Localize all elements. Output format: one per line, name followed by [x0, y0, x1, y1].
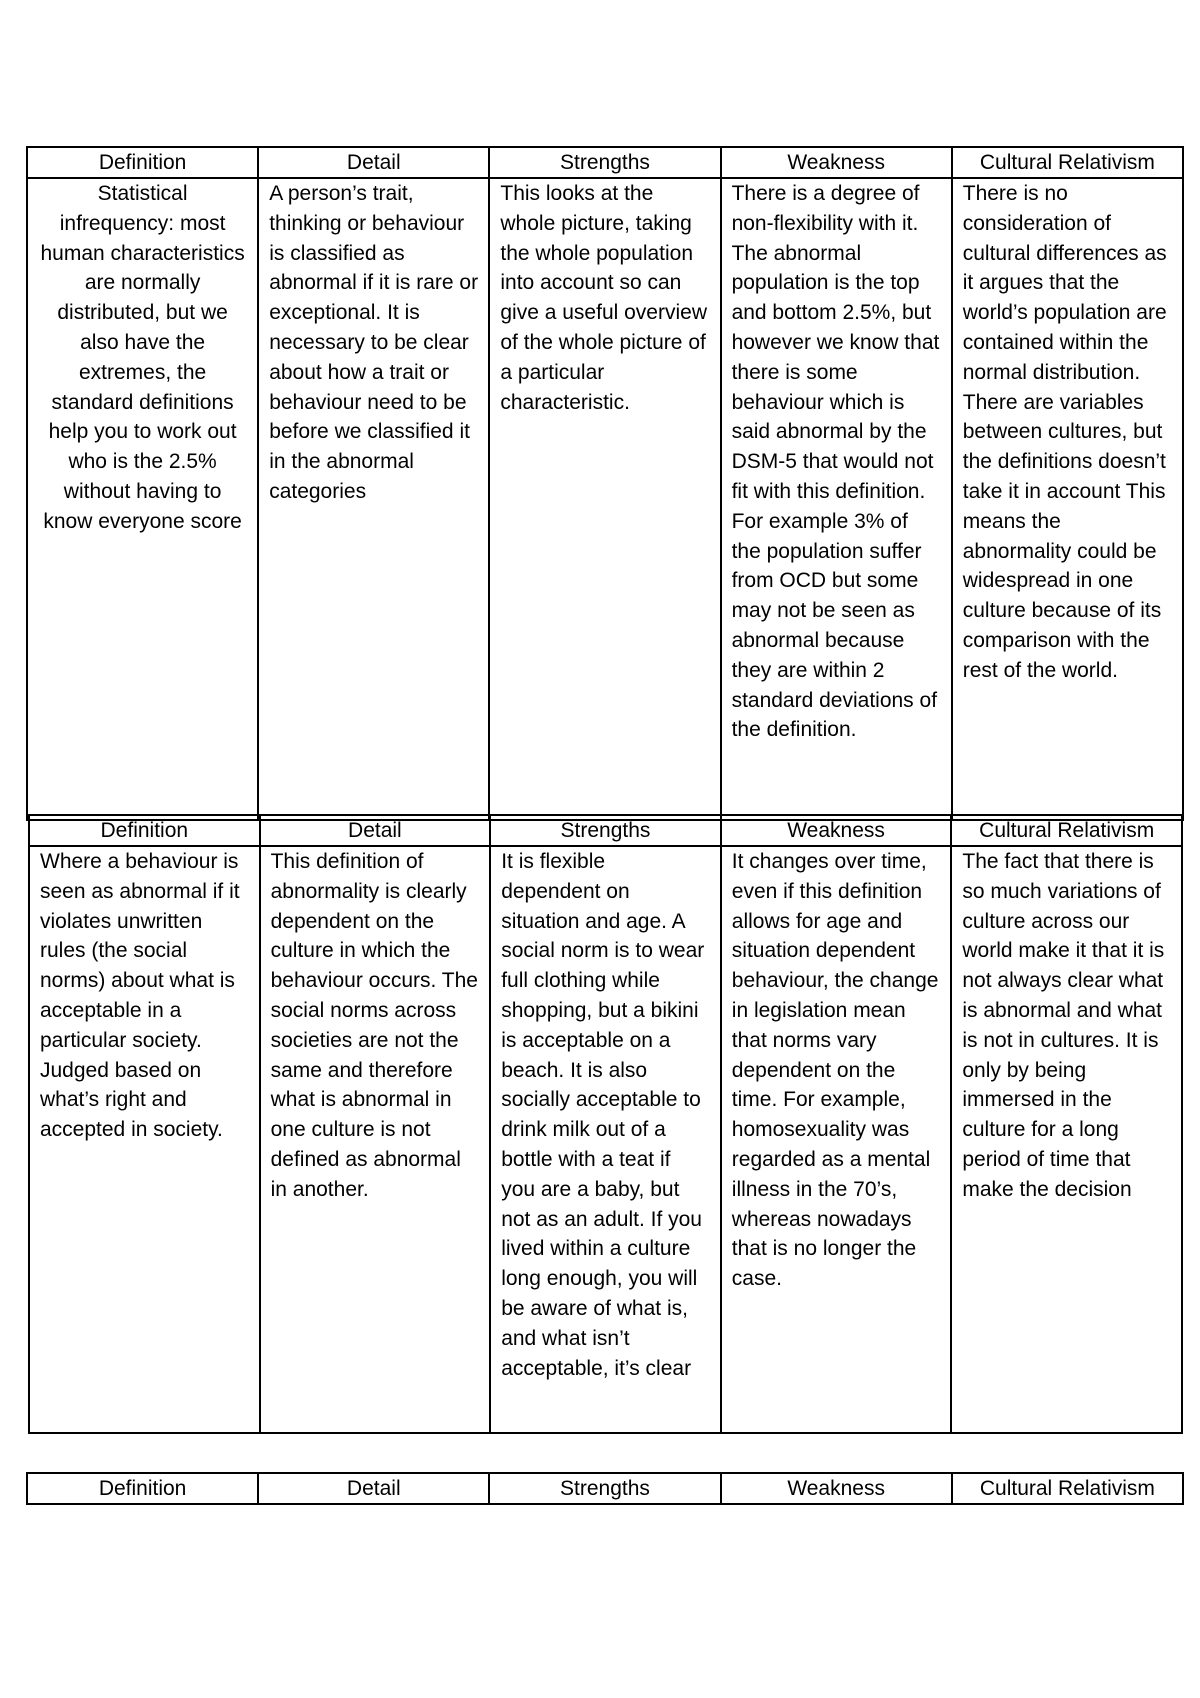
- header-weakness: Weakness: [721, 1473, 952, 1504]
- header-definition: Definition: [27, 1473, 258, 1504]
- table-third-definition: [26, 1472, 1184, 1505]
- cell-strengths: It is flexible dependent on situation and age. A social norm is to wear full clothing while shopping, but a bikini is acceptable on a beach. It is also socially acceptable to drink milk out of a bottle with a teat if you are a baby, but not as an adult. If you lived within a culture long enough, you will be aware of what is, and what isn’t acceptable, it’s clear: [490, 846, 721, 1433]
- header-weakness: Weakness: [721, 815, 952, 846]
- header-cultural-relativism: Cultural Relativism: [951, 815, 1182, 846]
- table-statistical-infrequency: [26, 146, 1184, 821]
- header-weakness: Weakness: [721, 147, 952, 178]
- header-cultural-relativism: Cultural Relativism: [952, 1473, 1183, 1504]
- cell-cultural-relativism: The fact that there is so much variations of culture across our world make it that it is not always clear what is abnormal and what is not in cultures. It is only by being immersed in the culture for a long period of time that make the decision: [951, 846, 1182, 1433]
- header-detail: Detail: [260, 815, 491, 846]
- table-row: [27, 178, 1183, 820]
- header-strengths: Strengths: [489, 147, 720, 178]
- header-strengths: Strengths: [489, 1473, 720, 1504]
- header-cultural-relativism: Cultural Relativism: [952, 147, 1183, 178]
- cell-weakness: There is a degree of non-flexibility with it. The abnormal population is the top and bottom 2.5%, but however we know that there is some behaviour which is said abnormal by the DSM-5 that would not fit with this definition. For example 3% of the population suffer from OCD but some may not be seen as abnormal because they are within 2 standard deviations of the definition.: [721, 178, 952, 820]
- cell-definition: Statistical infrequency: most human characteristics are normally distributed, but we also have the extremes, the standard definitions help you to work out who is the 2.5% without having to know everyone score: [27, 178, 258, 820]
- header-detail: Detail: [258, 1473, 489, 1504]
- cell-weakness: It changes over time, even if this definition allows for age and situation dependent behaviour, the change in legislation mean that norms vary dependent on the time. For example, homosexuality was regarded as a mental illness in the 70’s, whereas nowadays that is no longer the case.: [721, 846, 952, 1433]
- header-strengths: Strengths: [490, 815, 721, 846]
- table-header-row: [27, 1473, 1183, 1504]
- header-definition: Definition: [29, 815, 260, 846]
- cell-strengths: This looks at the whole picture, taking the whole population into account so can give a useful overview of the whole picture of a particular characteristic.: [489, 178, 720, 820]
- table-social-norms: [28, 814, 1183, 1434]
- cell-cultural-relativism: There is no consideration of cultural differences as it argues that the world’s population are contained within the normal distribution. There are variables between cultures, but the definitions doesn’t take it in account This means the abnormality could be widespread in one culture because of its comparison with the rest of the world.: [952, 178, 1183, 820]
- cell-definition: Where a behaviour is seen as abnormal if it violates unwritten rules (the social norms) about what is acceptable in a particular society. Judged based on what’s right and accepted in society.: [29, 846, 260, 1433]
- cell-detail: A person’s trait, thinking or behaviour is classified as abnormal if it is rare or exceptional. It is necessary to be clear about how a trait or behaviour need to be before we classified it in the abnormal categories: [258, 178, 489, 820]
- header-definition: Definition: [27, 147, 258, 178]
- header-detail: Detail: [258, 147, 489, 178]
- cell-detail: This definition of abnormality is clearly dependent on the culture in which the behaviour occurs. The social norms across societies are not the same and therefore what is abnormal in one culture is not defined as abnormal in another.: [260, 846, 491, 1433]
- table-header-row: [27, 147, 1183, 178]
- table-header-row: [29, 815, 1182, 846]
- table-row: [29, 846, 1182, 1433]
